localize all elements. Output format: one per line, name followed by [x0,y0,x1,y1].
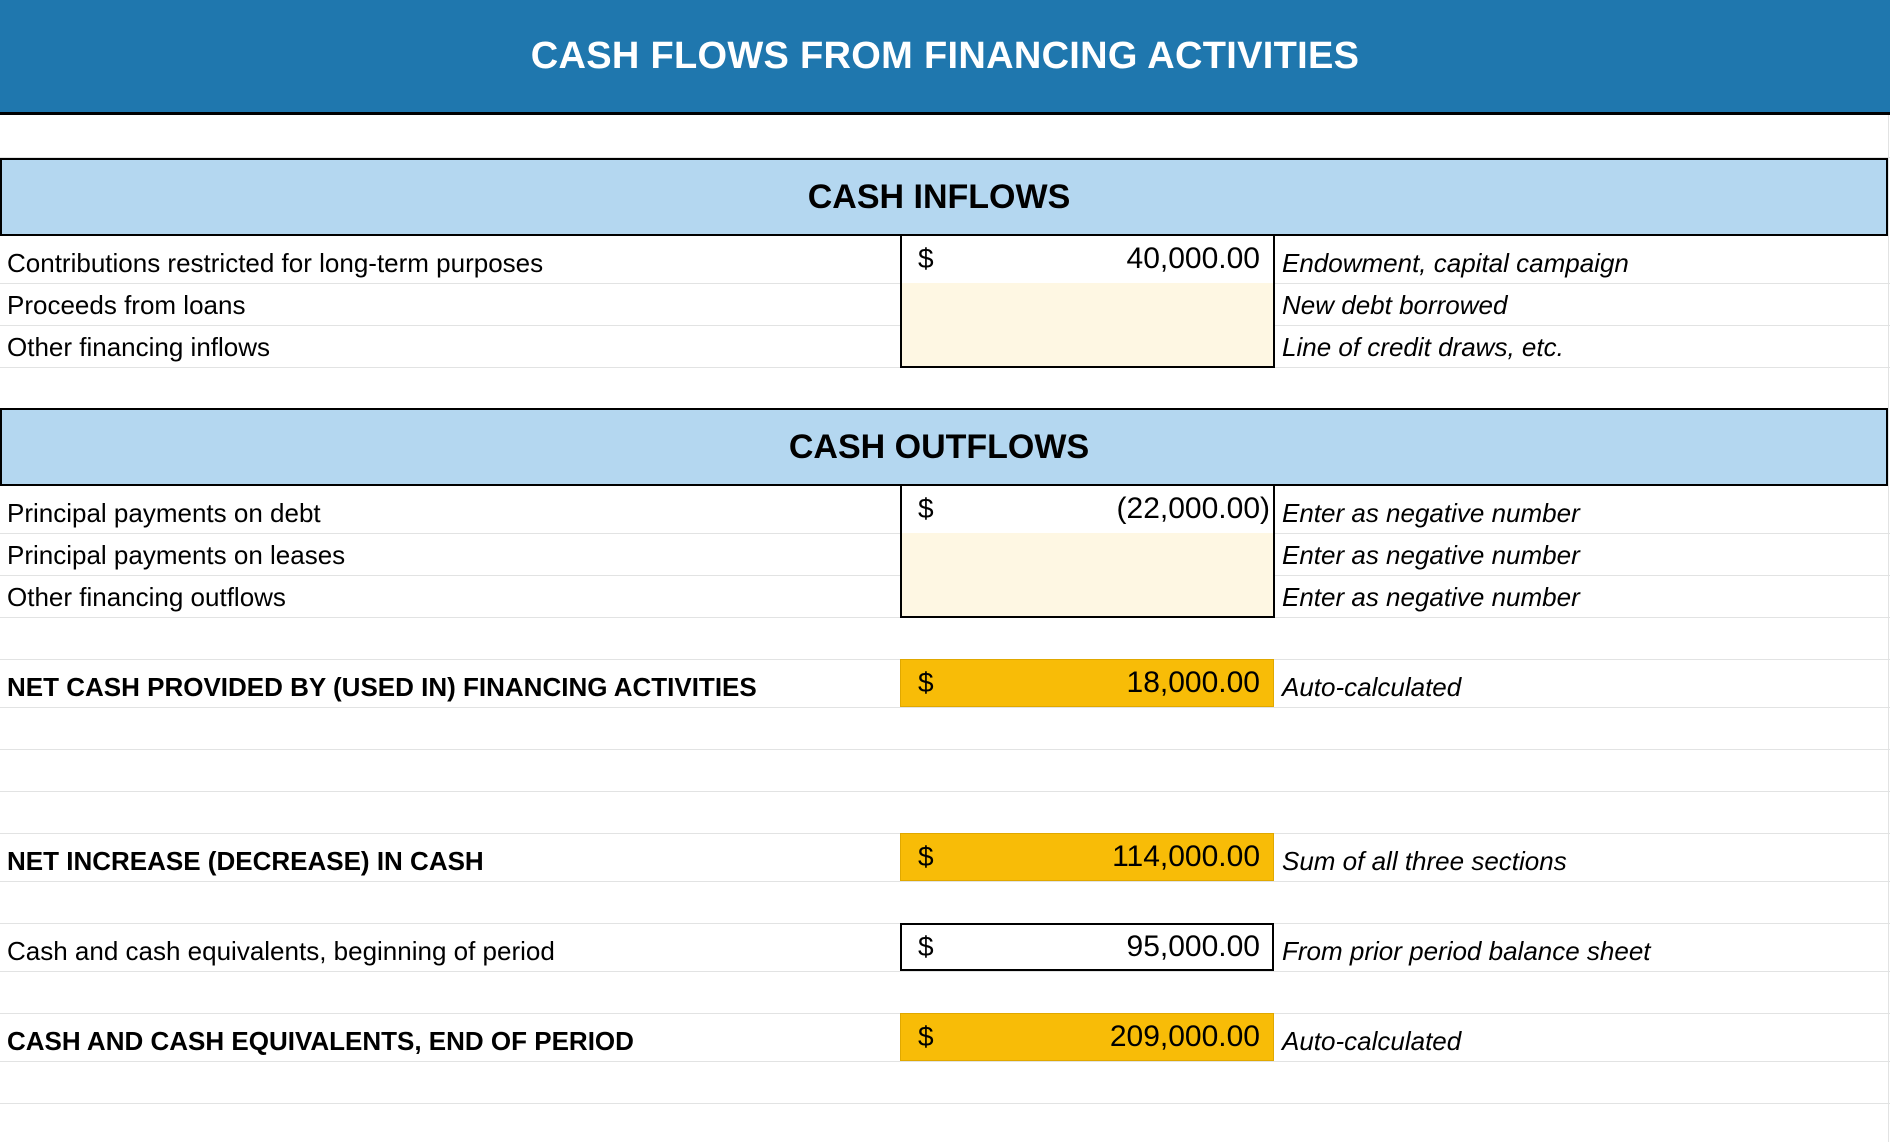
sheet-title: CASH FLOWS FROM FINANCING ACTIVITIES [530,34,1360,77]
row-note: Line of credit draws, etc. [1282,332,1564,362]
amount-cell[interactable] [1259,577,1260,607]
gridline [0,1061,1890,1062]
inflows-header[interactable] [0,158,1888,236]
row-note: Sum of all three sections [1282,846,1567,876]
gridline [0,1103,1890,1104]
currency-symbol: $ [918,841,934,872]
row-note: From prior period balance sheet [1282,936,1651,966]
row-note: Endowment, capital campaign [1282,248,1629,278]
beginning-cash-amount: 95,000.00 [1126,930,1260,963]
divider [1273,484,1275,618]
row-note: Enter as negative number [1282,582,1580,612]
amount-cell[interactable] [1259,285,1260,315]
row-note: Enter as negative number [1282,498,1580,528]
currency-symbol: $ [918,931,934,962]
row-label: Proceeds from loans [7,290,246,320]
ending-cash-label: CASH AND CASH EQUIVALENTS, END OF PERIOD [7,1026,634,1056]
row-label: Principal payments on debt [7,498,321,528]
row-label: Other financing inflows [7,332,271,362]
row-label: Other financing outflows [7,582,286,612]
currency-symbol: $ [918,493,934,524]
row-label: Contributions restricted for long-term purposes [7,248,544,278]
row-note: Auto-calculated [1282,672,1462,702]
gridline [1888,0,1889,1142]
ending-cash-amount: 209,000.00 [1109,1020,1260,1053]
sheet-title-bar [0,0,1890,115]
inflows-heading: CASH INFLOWS [807,177,1071,216]
amount-cell[interactable]: 40,000.00 [1126,242,1260,275]
currency-symbol: $ [918,243,934,274]
net-increase-label: NET INCREASE (DECREASE) IN CASH [7,846,484,876]
gridline [0,881,1890,882]
currency-symbol: $ [918,1021,934,1052]
amount-cell[interactable]: (22,000.00) [1116,492,1270,525]
divider [1273,234,1275,368]
row-note: Enter as negative number [1282,540,1580,570]
gridline [0,971,1890,972]
gridline [0,749,1890,750]
beginning-cash-label: Cash and cash equivalents, beginning of period [7,936,555,966]
amount-cell[interactable] [1259,535,1260,565]
row-note: New debt borrowed [1282,290,1508,320]
net-financing-amount: 18,000.00 [1126,666,1260,699]
row-note: Auto-calculated [1282,1026,1462,1056]
row-label: Principal payments on leases [7,540,346,570]
outflows-header[interactable] [0,408,1888,486]
outflows-heading: CASH OUTFLOWS [788,427,1090,466]
net-increase-amount: 114,000.00 [1112,840,1260,873]
gridline [0,791,1890,792]
currency-symbol: $ [918,667,934,698]
gridline [0,707,1890,708]
net-financing-label: NET CASH PROVIDED BY (USED IN) FINANCING ACTIVITIES [7,672,757,702]
amount-cell[interactable] [1259,327,1260,357]
